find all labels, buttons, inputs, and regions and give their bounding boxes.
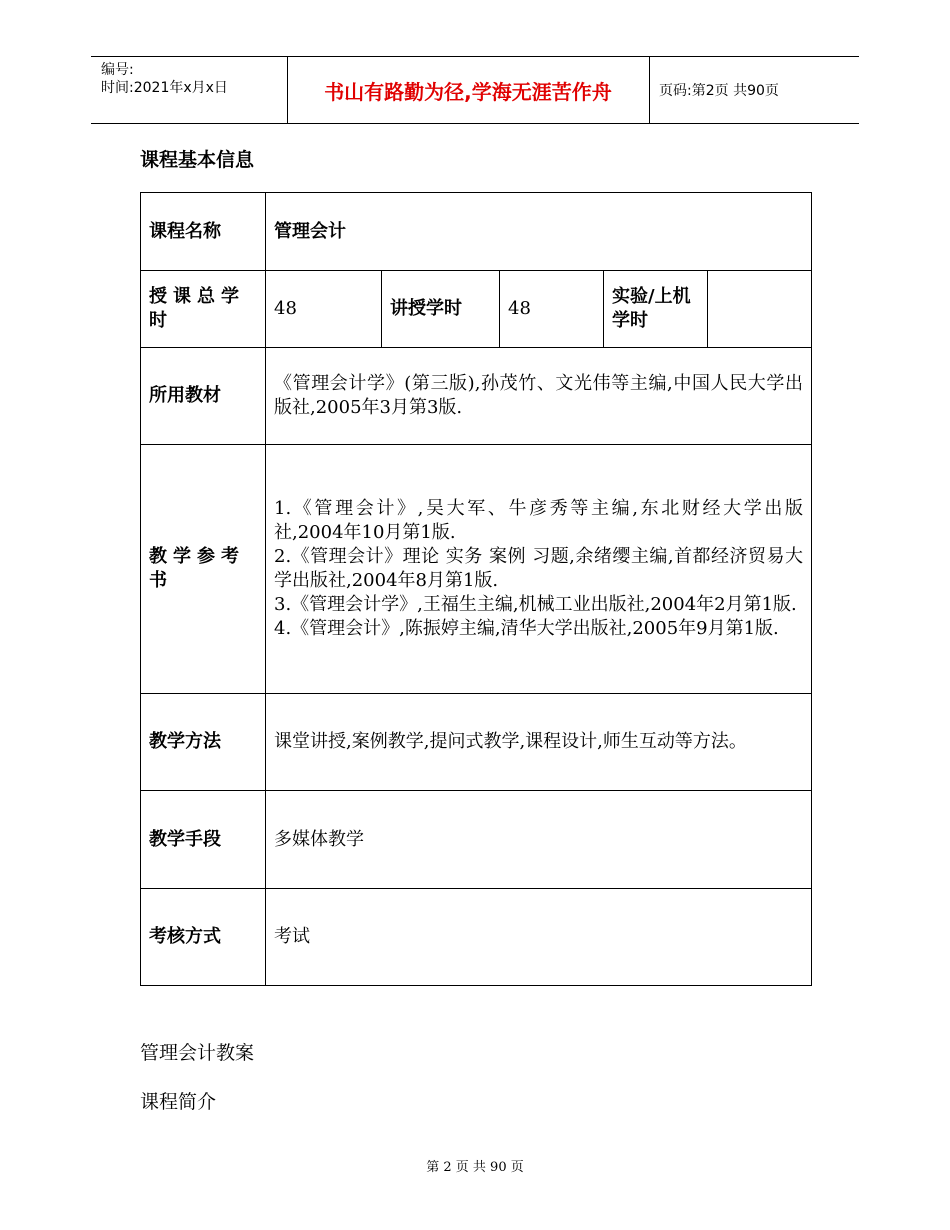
total-hours-value: 48 — [266, 271, 382, 348]
header-page-info: 页码:第2页 共90页 — [659, 83, 779, 99]
reference-item: 3.《管理会计学》,王福生主编,机械工业出版社,2004年2月第1版. — [274, 594, 797, 615]
body-paragraph: 课程简介 — [140, 1091, 217, 1113]
reference-item: 4.《管理会计》,陈振婷主编,清华大学出版社,2005年9月第1版. — [274, 618, 779, 639]
page-footer: 第 2 页 共 90 页 — [426, 1160, 524, 1175]
method-label: 教学方法 — [141, 694, 266, 791]
header-motto: 书山有路勤为径,学海无涯苦作舟 — [324, 79, 612, 104]
table-row — [141, 445, 812, 694]
course-info-table — [140, 192, 812, 986]
page-header — [91, 56, 859, 124]
table-row — [141, 694, 812, 791]
method-value: 课堂讲授,案例教学,提问式教学,课程设计,师生互动等方法。 — [266, 694, 812, 791]
course-name-label: 课程名称 — [141, 193, 266, 271]
references-value — [266, 445, 812, 694]
textbook-value: 《管理会计学》(第三版),孙茂竹、文光伟等主编,中国人民大学出版社,2005年3月第3版. — [266, 348, 812, 445]
time-label: 时间:2021年x月x日 — [101, 80, 228, 96]
reference-item: 1.《管理会计》,吴大军、牛彦秀等主编,东北财经大学出版社,2004年10月第1版. — [274, 498, 804, 543]
references-label: 教学参考书 — [141, 445, 266, 694]
header-divider — [649, 57, 650, 123]
lab-hours-label: 实验/上机学时 — [604, 271, 708, 348]
total-hours-label: 授课总学时 — [141, 271, 266, 348]
lab-hours-value — [708, 271, 812, 348]
section-title: 课程基本信息 — [140, 149, 255, 171]
table-row — [141, 193, 812, 271]
assessment-value: 考试 — [266, 889, 812, 986]
means-label: 教学手段 — [141, 791, 266, 889]
means-value: 多媒体教学 — [266, 791, 812, 889]
body-paragraph: 管理会计教案 — [140, 1042, 255, 1064]
assessment-label: 考核方式 — [141, 889, 266, 986]
reference-item: 2.《管理会计》理论 实务 案例 习题,余绪缨主编,首都经济贸易大学出版社,2004年8月第1版. — [274, 546, 804, 591]
lecture-hours-value: 48 — [500, 271, 604, 348]
table-row — [141, 791, 812, 889]
table-row — [141, 889, 812, 986]
header-meta — [101, 61, 228, 97]
course-name-value: 管理会计 — [266, 193, 812, 271]
textbook-label: 所用教材 — [141, 348, 266, 445]
lecture-hours-label: 讲授学时 — [382, 271, 500, 348]
table-row — [141, 348, 812, 445]
table-row — [141, 271, 812, 348]
number-label: 编号: — [101, 62, 134, 78]
